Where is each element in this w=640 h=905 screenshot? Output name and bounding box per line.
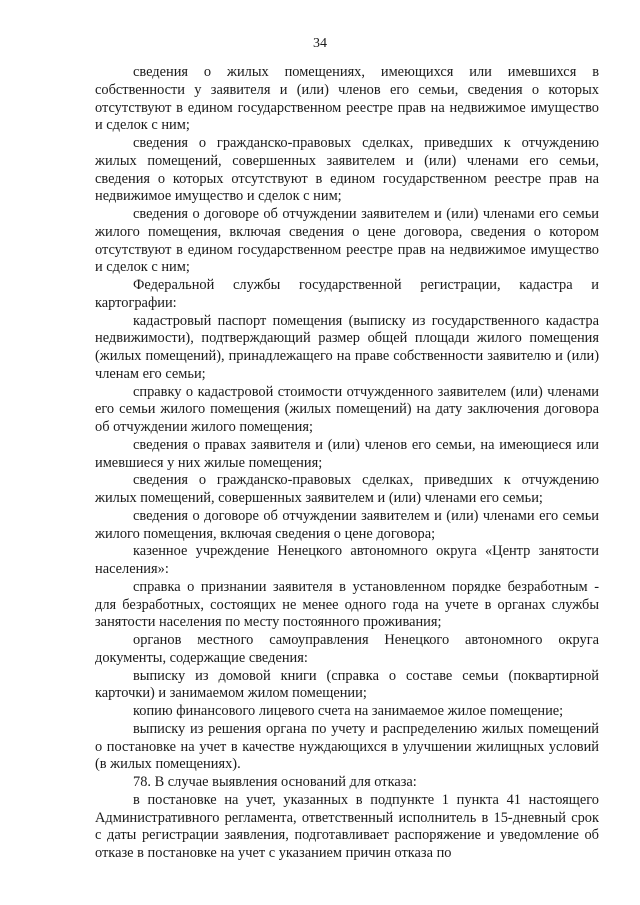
paragraph: выписку из решения органа по учету и распределению жилых помещений о постановке на учет в качестве нуждающихся в улучшении жилищных условий (в жилых помещениях). bbox=[95, 720, 599, 773]
paragraph: кадастровый паспорт помещения (выписку из государственного кадастра недвижимости), подтверждающий размер общей площади жилого помещения (жилых помещений), принадлежащего на праве собственности заявителю и (или) членам его семьи; bbox=[95, 312, 599, 382]
paragraph: сведения о договоре об отчуждении заявителем и (или) членами его семьи жилого помещения, включая сведения о цене договора, сведения о котором отсутствуют в едином государственном реестре прав на недвижимое имущество и сделок с ним; bbox=[95, 206, 599, 276]
paragraph: сведения о жилых помещениях, имеющихся или имевшихся в собственности у заявителя и (или) членов его семьи, сведения о которых отсутствуют в едином государственном реестре прав на недвижимое имущество и сделок с ним; bbox=[95, 64, 599, 134]
paragraph: справку о кадастровой стоимости отчужденного заявителем (или) членами его семьи жилого помещения (жилых помещений) на дату заключения договора об отчуждении жилого помещения; bbox=[95, 383, 599, 435]
document-body bbox=[95, 64, 599, 863]
paragraph: выписку из домовой книги (справка о составе семьи (поквартирной карточки) и занимаемом жилом помещении; bbox=[95, 667, 599, 702]
paragraph: сведения о гражданско-правовых сделках, приведших к отчуждению жилых помещений, совершенных заявителем и (или) членами его семьи; bbox=[95, 472, 599, 506]
paragraph: в постановке на учет, указанных в подпункте 1 пункта 41 настоящего Административного регламента, ответственный исполнитель в 15-дневный срок с даты регистрации заявления, подготавливает распоряжение и уведомление об отказе в постановке на учет с указанием причин отказа по bbox=[95, 791, 599, 861]
paragraph: органов местного самоуправления Ненецкого автономного округа документы, содержащие сведения: bbox=[95, 632, 599, 666]
paragraph: сведения о правах заявителя и (или) членов его семьи, на имеющиеся или имевшиеся у них жилые помещения; bbox=[95, 436, 599, 471]
paragraph: 78. В случае выявления оснований для отказа: bbox=[133, 774, 417, 790]
paragraph: казенное учреждение Ненецкого автономного округа «Центр занятости населения»: bbox=[95, 543, 599, 577]
page-number: 34 bbox=[313, 36, 327, 51]
paragraph: сведения о гражданско-правовых сделках, приведших к отчуждению жилых помещений, совершенных заявителем и (или) членами его семьи, сведения о которых отсутствуют в едином государственном реестре прав на недвижимое имущество и сделок с ним; bbox=[95, 135, 599, 205]
paragraph: сведения о договоре об отчуждении заявителем и (или) членами его семьи жилого помещения, включая сведения о цене договора; bbox=[95, 507, 599, 542]
paragraph: Федеральной службы государственной регистрации, кадастра и картографии: bbox=[95, 277, 599, 311]
paragraph: копию финансового лицевого счета на занимаемое жилое помещение; bbox=[133, 703, 564, 719]
paragraph: справка о признании заявителя в установленном порядке безработным - для безработных, состоящих не менее одного года на учете в органах службы занятости населения по месту постоянного проживания; bbox=[95, 578, 599, 631]
